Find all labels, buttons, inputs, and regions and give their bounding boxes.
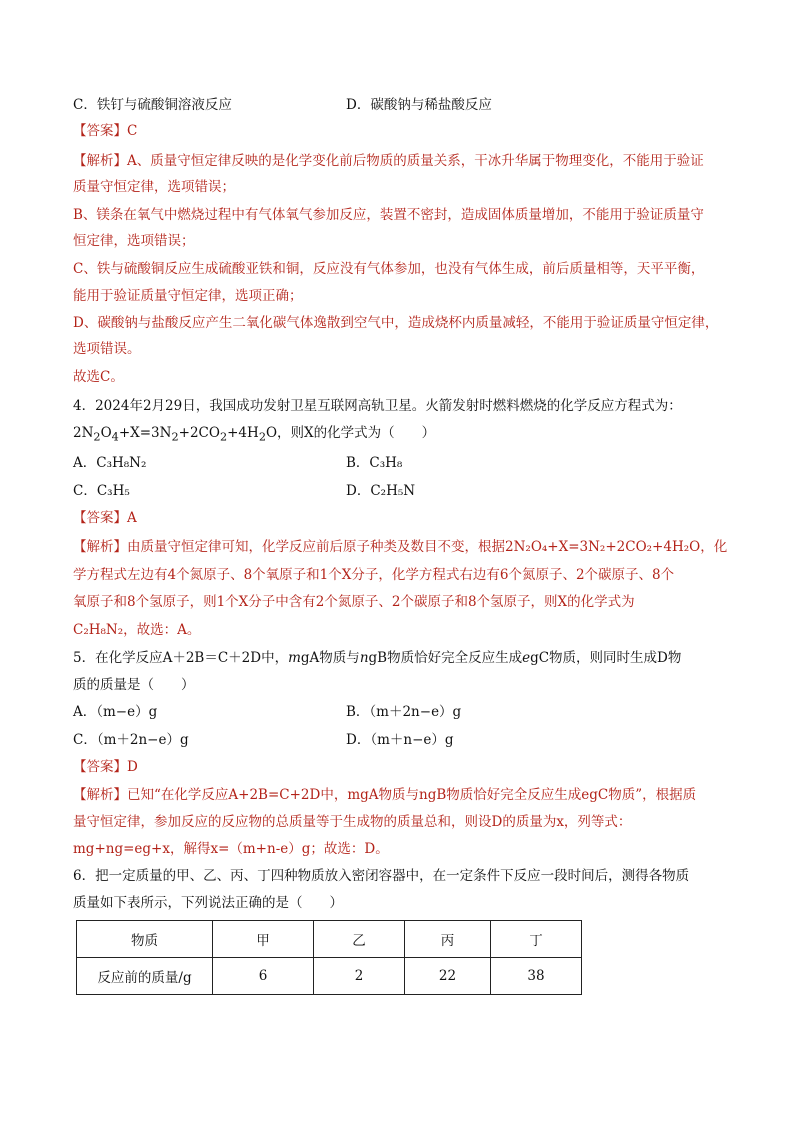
q4-analysis-line: C₂H₈N₂，故选：A。 bbox=[73, 622, 201, 638]
answer-value: C bbox=[127, 123, 138, 139]
q6-stem: 质量如下表所示，下列说法正确的是（ ） bbox=[73, 895, 343, 911]
eq-sub: 2 bbox=[93, 430, 101, 444]
eq-part: +2CO bbox=[178, 425, 220, 441]
q5-option-b: B．（m＋2n−e）g bbox=[346, 704, 462, 720]
table-header-cell: 乙 bbox=[314, 921, 405, 958]
q4-analysis-line: 学方程式左边有4个氮原子、8个氧原子和1个X分子，化学方程式右边有6个氮原子、2个碳原子、8个 bbox=[73, 567, 675, 583]
q5-analysis-line bbox=[73, 785, 696, 805]
q3-analysis-line: C、铁与硫酸铜反应生成硫酸亚铁和铜，反应没有气体参加，也没有气体生成，前后质量相等，天平平衡， bbox=[73, 261, 705, 277]
q3-analysis-line bbox=[73, 151, 704, 171]
q5-analysis-line: mg+ng=eg+x，解得x=（m+n-e）g；故选：D。 bbox=[73, 841, 389, 857]
q5-stem: 质的质量是（ ） bbox=[73, 677, 195, 693]
table-cell: 22 bbox=[405, 958, 491, 995]
answer-value: A bbox=[127, 510, 137, 526]
q3-analysis-line: D、碳酸钠与盐酸反应产生二氧化碳气体逸散到空气中，造成烧杯内质量减轻，不能用于验证质量守恒定律， bbox=[73, 315, 719, 331]
q5-stem bbox=[73, 648, 681, 668]
eq-part: +4H bbox=[227, 425, 259, 441]
table-cell: 6 bbox=[213, 958, 314, 995]
q5-analysis-line: 量守恒定律，参加反应的反应物的总质量等于生成物的质量总和，则设D的质量为x，列等式： bbox=[73, 814, 632, 830]
var-n: n bbox=[359, 650, 369, 666]
table-header-row bbox=[77, 921, 582, 958]
stem-part: 5．在化学反应A＋2B＝C＋2D中， bbox=[73, 650, 289, 666]
stem-part: gA物质与 bbox=[300, 650, 360, 666]
stem-part: gC物质，则同时生成D物 bbox=[530, 650, 682, 666]
eq-sub: 2 bbox=[219, 430, 228, 444]
eq-part: +X=3N bbox=[118, 425, 172, 441]
analysis-tag: 【解析】 bbox=[73, 153, 127, 169]
q4-option-b: B．C₃H₈ bbox=[346, 455, 403, 471]
q3-option-d: D．碳酸钠与稀盐酸反应 bbox=[346, 97, 492, 113]
q4-analysis-line bbox=[73, 537, 727, 557]
eq-sub: 4 bbox=[111, 430, 119, 444]
q3-analysis-line: 质量守恒定律，选项错误； bbox=[73, 179, 235, 195]
table-row bbox=[77, 958, 582, 995]
q5-option-a: A．（m−e）g bbox=[73, 704, 158, 720]
var-e: e bbox=[522, 650, 531, 666]
var-m: m bbox=[288, 650, 301, 666]
q6-stem: 6．把一定质量的甲、乙、丙、丁四种物质放入密闭容器中，在一定条件下反应一段时间后，测得各物质 bbox=[73, 868, 690, 884]
eq-sub: 2 bbox=[258, 430, 266, 444]
table-header-cell: 丙 bbox=[405, 921, 491, 958]
q3-analysis-line: B、镁条在氧气中燃烧过程中有气体氧气参加反应，装置不密封，造成固体质量增加，不能用于验证质量守 bbox=[73, 207, 704, 223]
q6-table bbox=[76, 920, 582, 995]
q4-option-d: D．C₂H₅N bbox=[346, 483, 416, 499]
table-header-cell: 甲 bbox=[213, 921, 314, 958]
eq-sub: 2 bbox=[171, 430, 179, 444]
q3-option-c: C．铁钉与硫酸铜溶液反应 bbox=[73, 97, 232, 113]
table-cell: 2 bbox=[314, 958, 405, 995]
eq-part: O，则X的化学式为（ ） bbox=[265, 425, 436, 441]
stem-part: gB物质恰好完全反应生成 bbox=[368, 650, 523, 666]
q4-option-a: A．C₃H₈N₂ bbox=[73, 455, 147, 471]
q5-option-c: C．（m＋2n−e）g bbox=[73, 732, 189, 748]
answer-tag: 【答案】 bbox=[73, 510, 127, 526]
q4-stem: 4．2024年2月29日，我国成功发射卫星互联网高轨卫星。火箭发射时燃料燃烧的化学反应方程式为： bbox=[73, 398, 682, 414]
table-header-cell: 物质 bbox=[77, 921, 213, 958]
answer-tag: 【答案】 bbox=[73, 123, 127, 139]
eq-part: 2N bbox=[73, 425, 94, 441]
table-cell: 反应前的质量/g bbox=[77, 958, 213, 995]
q4-equation bbox=[73, 423, 435, 448]
q4-option-c: C．C₃H₅ bbox=[73, 483, 130, 499]
q4-answer bbox=[73, 508, 137, 528]
q3-analysis-line: 选项错误。 bbox=[73, 341, 141, 357]
analysis-tag: 【解析】 bbox=[73, 539, 127, 555]
q3-analysis-line: 能用于验证质量守恒定律，选项正确； bbox=[73, 288, 303, 304]
analysis-text: 由质量守恒定律可知，化学反应前后原子种类及数目不变，根据2N₂O₄+X=3N₂+2CO₂+4H₂O，化 bbox=[127, 539, 728, 555]
q3-analysis-line: 恒定律，选项错误； bbox=[73, 233, 195, 249]
answer-value: D bbox=[127, 759, 138, 775]
table-cell: 38 bbox=[491, 958, 582, 995]
analysis-text: 已知“在化学反应A+2B=C+2D中，mgA物质与ngB物质恰好完全反应生成egC物质”，根据质 bbox=[127, 787, 697, 803]
analysis-text: A、质量守恒定律反映的是化学变化前后物质的质量关系，干冰升华属于物理变化，不能用于验证 bbox=[127, 153, 704, 169]
q4-analysis-line: 氧原子和8个氢原子，则1个X分子中含有2个氮原子、2个碳原子和8个氢原子，则X的化学式为 bbox=[73, 594, 635, 610]
q5-answer bbox=[73, 757, 138, 777]
eq-part: O bbox=[100, 425, 112, 441]
answer-tag: 【答案】 bbox=[73, 759, 127, 775]
q5-option-d: D．（m＋n−e）g bbox=[346, 732, 454, 748]
q3-answer bbox=[73, 121, 137, 141]
table-header-cell: 丁 bbox=[491, 921, 582, 958]
q3-analysis-line: 故选C。 bbox=[73, 369, 124, 385]
analysis-tag: 【解析】 bbox=[73, 787, 127, 803]
